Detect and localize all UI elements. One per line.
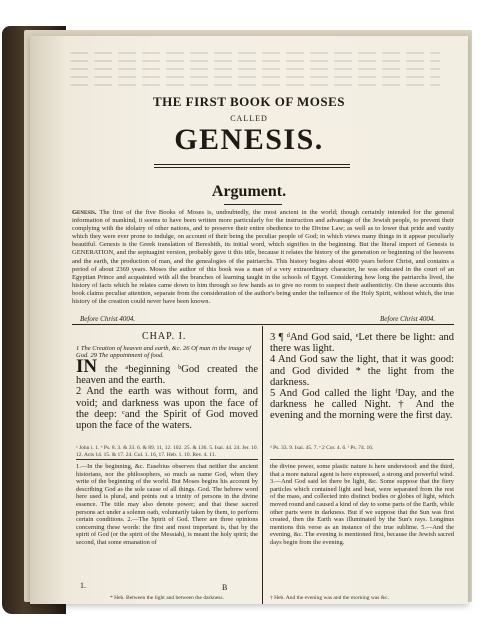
verses-left xyxy=(76,356,258,432)
argument-text xyxy=(72,209,454,306)
verse-3: 3 ¶ ᵈAnd God said, ᵉLet there be light: and there was light. xyxy=(270,332,454,355)
book-title-line: THE FIRST BOOK OF MOSES xyxy=(152,94,346,109)
signature-letter: B xyxy=(222,583,228,592)
argument-body: The first of the five Books of Moses is, undoubtedly, the most ancient in the world; though certainly intended for the general information of mankind, it seems to have been written more particularly for the instruction and advantage of the Jewish people, to prevent their complying with the idolatry of other nations, and to preserve their entire obedience to the Divine Law; as well as to lower that pride and vanity which they were ever prone to indulge, on account of their being the peculiar people of God; in which views many things in it appear peculiarly beautiful. Genesis is the Greek translation of Bereshith, its initial word, which signifies in the beginning. But the literal import of Genesis is GENERATION, and the septuagint version, probably gave it this title, because it relates the history of the generation or beginning of the heavens and the earth, the production of man, and the genealogies of the patriarchs. This history begins about 4000 years before Christ, and contains a period of about 2369 years. Moses the author of this book was a man of a very extraordinary character, he was educated in the court of an Egyptian Prince and acquainted with all the branches of learning taught in the schools of Egypt. Considering how long the patriarchs lived, the history of facts which he relates came down to him through so few hands as to give no room to suspect their authenticity. On these accounts this book claims peculiar attention, separate from the consideration of the author's being under the influence of the Holy Spirit, without which, the true history of the creation could never have been known. xyxy=(72,209,454,306)
verse-4: 4 And God saw the light, that it was good: and God divided * the light from the darkness. xyxy=(270,354,454,388)
book-page xyxy=(30,36,468,604)
chapter-summary: 1 The Creation of heaven and earth, &c. 26 Of man in the image of God. 29 The appointment of food. xyxy=(76,345,251,359)
notes-rule-right xyxy=(270,459,454,460)
footnote-right: † Heb. And the evening was and the morning was &c. xyxy=(270,595,389,601)
title-rule xyxy=(154,164,350,165)
drop-initial: IN xyxy=(76,356,98,377)
argument-rule xyxy=(224,204,282,205)
verses-right xyxy=(270,332,454,422)
bleed-through-line xyxy=(70,68,440,70)
chapter-heading: CHAP. I. xyxy=(142,331,187,342)
bleed-through-line xyxy=(70,60,440,62)
commentary-right: the divine power, some plastic nature is here understood: and the third, that a more natural agent is here expressed, a strong and powerful wind. 3.—And God said let there be light, &c. Some suppose that the fiery particles which contained light and heat, were separated from the rest of the mass, and collected into distinct bodies or globes of light, which moved round and caused a kind of day to some parts of the Earth, while other parts were in darkness. But if we suppose that the Sun was first created, then the Earth was illuminated by the Sun's rays. Longinus mentions this verse as an instance of the true sublime. 5.—And the evening, &c. The evening is mentioned first, because the Jewish sacred days begin from the evening. xyxy=(270,463,454,546)
bleed-through-line xyxy=(70,52,440,54)
signature-number: 1. xyxy=(80,581,86,590)
commentary-left: 1.—In the beginning, &c. Eusebius observes that neither the ancient historians, nor the philosophers, so much as name God, when they write of the beginning of the world. But Moses begins his account by describing God as the sole cause of all things. God. The hebrew word here used is plural, and points out a trinity of persons in the divine essence. The title may also denote power; and that these sacred persons act under a solemn oath, voluntarily taken by them, to perform certain conditions. 2.—The Spirit of God. There are three opinions concerning these words: the first and most important is, that by the spirit of God (or the spirit of the Messiah), is meant the holy spirit; the second, that some emanation of xyxy=(76,463,258,546)
cross-references-right: ᵈ Ps. 33. 9. Isai. 45. 7. ᵉ 2 Cor. 4. 6. ᶠ Ps. 74. 16. xyxy=(270,445,374,451)
argument-lead: Genesis. xyxy=(72,209,97,216)
book-title-main: GENESIS. xyxy=(174,123,324,156)
running-head-left: Before Christ 4004. xyxy=(80,315,136,323)
footnote-left: * Heb. Between the light and between the darkness. xyxy=(110,595,224,601)
notes-rule-left xyxy=(76,459,258,460)
bleed-through-line xyxy=(70,76,440,78)
column-rule xyxy=(262,326,263,604)
title-rule xyxy=(154,167,350,168)
bleed-through-line xyxy=(70,84,440,86)
verse-5: 5 And God called the light ᶠDay, and the darkness he called Night. † And the evening and the morning were the first day. xyxy=(270,388,454,422)
verse-2: 2 And the earth was without form, and void; and darkness was upon the face of the deep: ᶜand the Spirit of God moved upon the face of the waters. xyxy=(76,386,258,432)
verse-1: the ᵃbeginning ᵇGod created the heaven and the earth. xyxy=(76,364,258,387)
header-rule xyxy=(72,324,454,325)
cross-references-left: ᵃ John i. 1. ᵇ Ps. 8. 3. & 33. 6. & 89. 11, 12. 102. 25. & 136. 5. Isai. 44. 24. Jer. 10. 12. Acts 14. 15. & 17. 24. Col. 1. 16, 17. Heb. 1. 10. Rev. 4. 11. xyxy=(76,445,258,458)
argument-heading: Argument. xyxy=(211,183,287,200)
title-called: CALLED xyxy=(230,114,268,123)
running-head-right: Before Christ 4004. xyxy=(380,315,436,323)
